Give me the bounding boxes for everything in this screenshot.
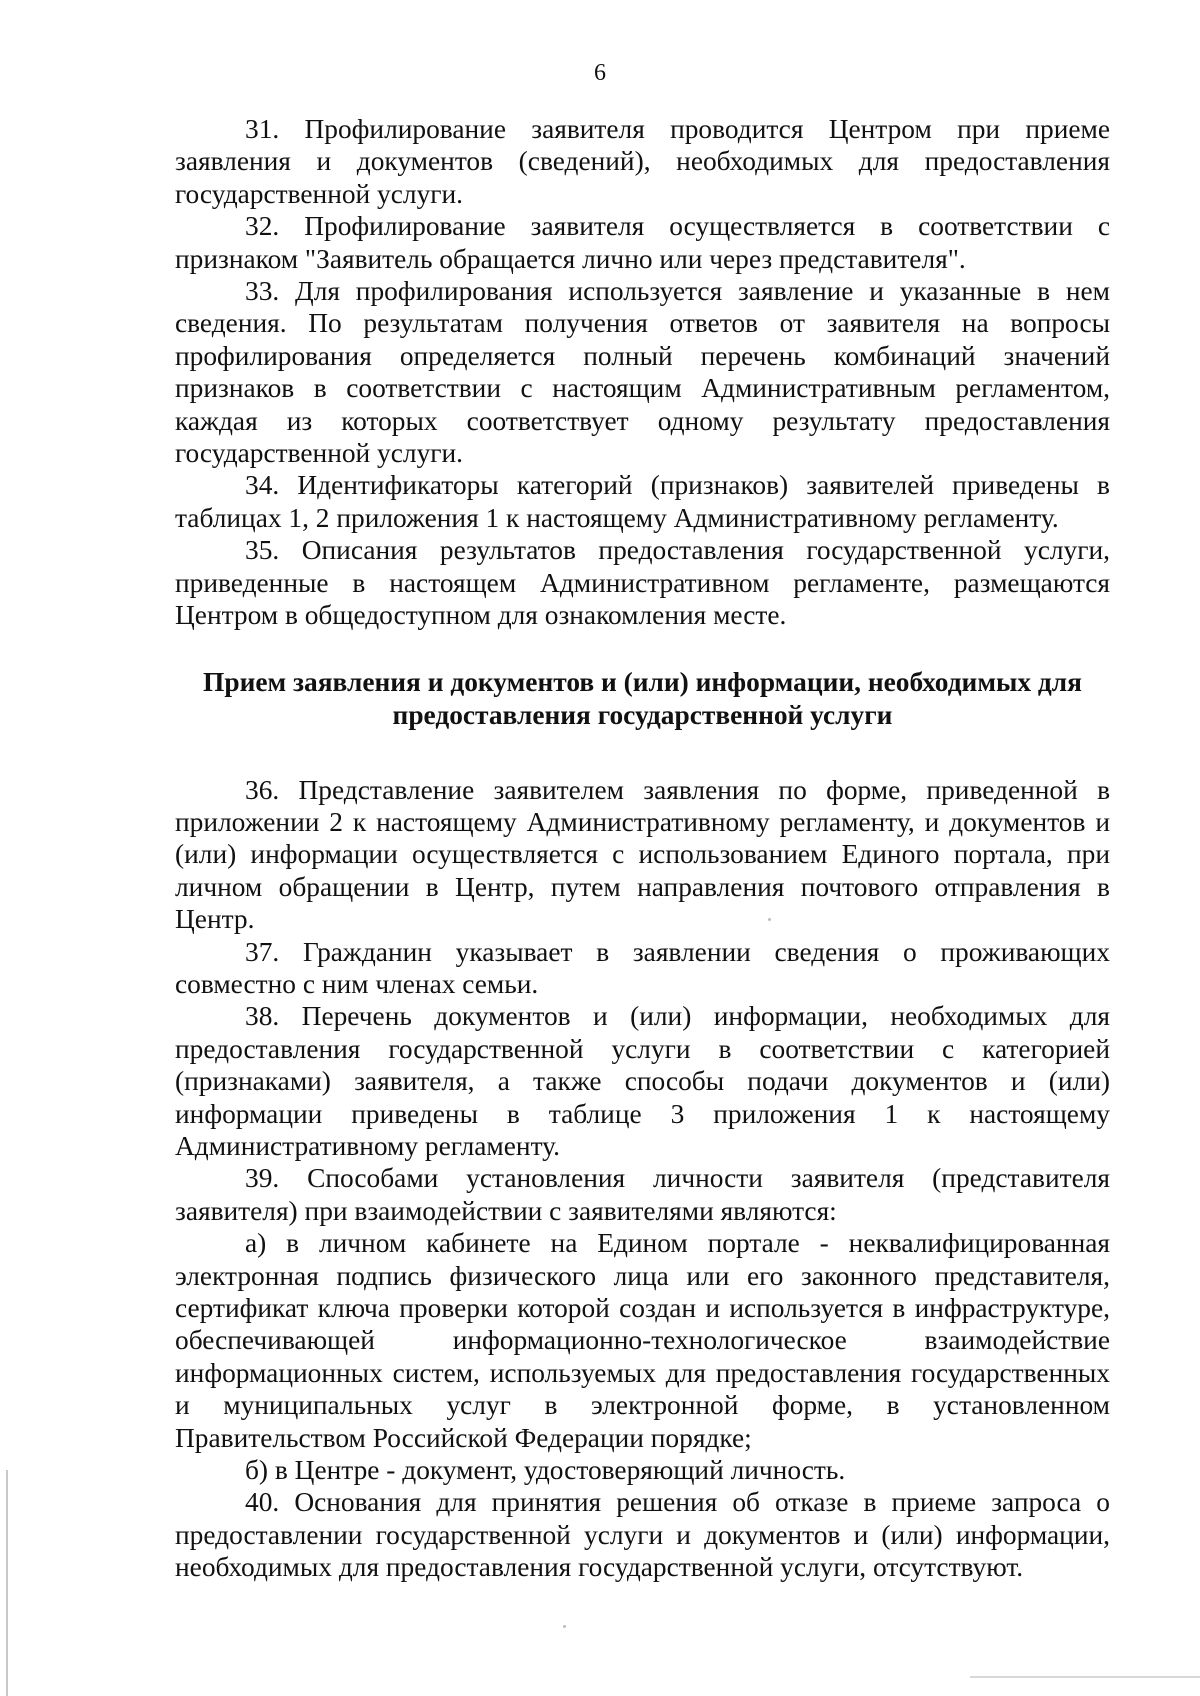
paragraph-33: 33. Для профилирования используется заявление и указанные в нем сведения. По результатам получения ответов от заявителя на вопросы профилирования определяется полный перечень комбинаций значений признаков в соответствии с настоящим Административным регламентом, каждая из которых соответствует одному результату предоставления государственной услуги. — [175, 276, 1110, 469]
page-number: 6 — [594, 60, 606, 86]
paragraph-31: 31. Профилирование заявителя проводится Центром при приеме заявления и документов (сведений), необходимых для предоставления государственной услуги. — [175, 114, 1110, 209]
paragraph-36: 36. Представление заявителем заявления по форме, приведенной в приложении 2 к настоящему Административному регламенту, и документов и (или) информации осуществляется с использованием Единого портала, при личном обращении в Центр, путем направления почтового отправления в Центр. — [175, 774, 1110, 935]
scan-edge-line — [6, 1470, 8, 1696]
paragraph-32: 32. Профилирование заявителя осуществляется в соответствии с признаком "Заявитель обращается лично или через представителя". — [175, 211, 1110, 274]
paragraph-34: 34. Идентификаторы категорий (признаков) заявителей приведены в таблицах 1, 2 приложения 1 к настоящему Административному регламенту. — [175, 470, 1110, 533]
scan-dot — [768, 918, 771, 921]
paragraph-38: 38. Перечень документов и (или) информации, необходимых для предоставления государственной услуги в соответствии с категорией (признаками) заявителя, а также способы подачи документов и (или) информации приведены в таблице 3 приложения 1 к настоящему Административному регламенту. — [175, 1001, 1110, 1161]
paragraph-39: 39. Способами установления личности заявителя (представителя заявителя) при взаимодействии с заявителями являются: — [175, 1163, 1110, 1226]
section-heading-line-1: Прием заявления и документов и (или) информации, необходимых для — [203, 666, 1082, 697]
section-heading-line-2: предоставления государственной услуги — [392, 699, 893, 730]
paragraph-40: 40. Основания для принятия решения об отказе в приеме запроса о предоставлении государственной услуги и документов и (или) информации, необходимых для предоставления государственной услуги, отсутствуют. — [175, 1487, 1110, 1583]
section-heading — [175, 666, 1110, 732]
paragraph-39-b: б) в Центре - документ, удостоверяющий личность. — [245, 1455, 846, 1486]
scan-dot — [563, 1625, 566, 1628]
paragraph-37: 37. Гражданин указывает в заявлении сведения о проживающих совместно с ним членах семьи. — [175, 936, 1110, 999]
document-body — [175, 113, 1110, 1584]
scan-bottom-line — [970, 1676, 1200, 1678]
paragraph-39-a: а) в личном кабинете на Едином портале - неквалифицированная электронная подпись физического лица или его законного представителя, сертификат ключа проверки которой создан и используется в инфраструктуре, обеспечивающей информационно-технологическое взаимодействие информационных систем, используемых для предоставления государственных и муниципальных услуг в электронной форме, в установленном Правительством Российской Федерации порядке; — [175, 1228, 1110, 1453]
paragraph-35: 35. Описания результатов предоставления государственной услуги, приведенные в настоящем Административном регламенте, размещаются Центром в общедоступном для ознакомления месте. — [175, 535, 1110, 631]
